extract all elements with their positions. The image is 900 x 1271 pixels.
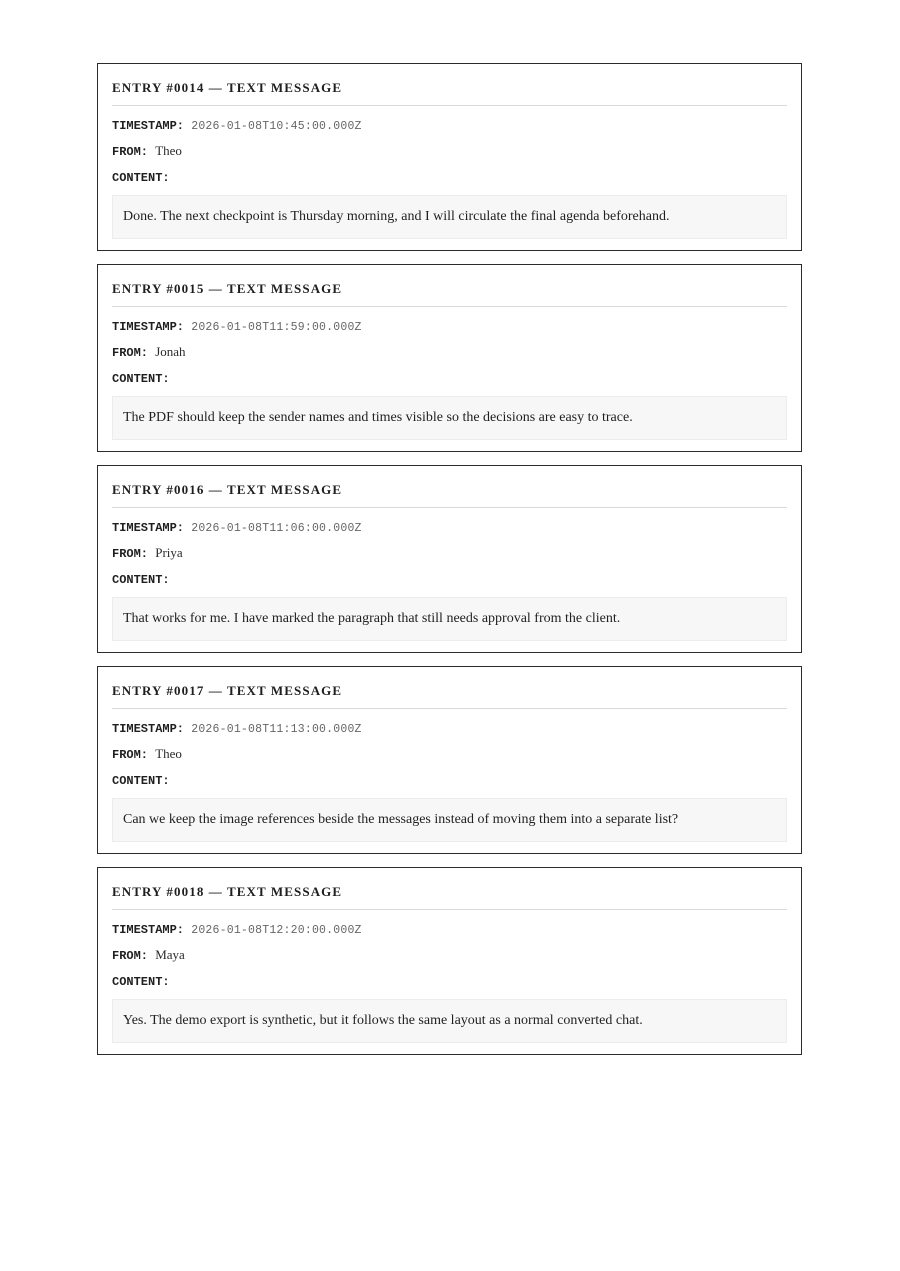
timestamp-value: 2026-01-08T10:45:00.000Z: [191, 120, 362, 133]
message-entry: [97, 465, 802, 653]
timestamp-value: 2026-01-08T11:06:00.000Z: [191, 522, 362, 535]
content-label: CONTENT:: [112, 573, 170, 587]
content-field: [112, 571, 787, 587]
timestamp-label: TIMESTAMP:: [112, 119, 192, 133]
content-field: [112, 169, 787, 185]
content-field: [112, 973, 787, 989]
message-content: Done. The next checkpoint is Thursday morning, and I will circulate the final agenda beforehand.: [112, 195, 787, 239]
timestamp-label: TIMESTAMP:: [112, 923, 192, 937]
chat-export-page: [97, 63, 802, 1068]
message-entry: [97, 63, 802, 251]
timestamp-field: [112, 117, 787, 133]
from-field: [112, 746, 787, 762]
entry-header: ENTRY #0016 — TEXT MESSAGE: [112, 482, 787, 508]
content-label: CONTENT:: [112, 171, 170, 185]
timestamp-value: 2026-01-08T11:59:00.000Z: [191, 321, 362, 334]
sender-name: Jonah: [155, 344, 186, 359]
message-entry: [97, 666, 802, 854]
message-entry: [97, 867, 802, 1055]
entry-header: ENTRY #0018 — TEXT MESSAGE: [112, 884, 787, 910]
message-content: The PDF should keep the sender names and times visible so the decisions are easy to trace.: [112, 396, 787, 440]
message-entry: [97, 264, 802, 452]
from-field: [112, 947, 787, 963]
content-label: CONTENT:: [112, 372, 170, 386]
timestamp-field: [112, 519, 787, 535]
from-field: [112, 143, 787, 159]
timestamp-label: TIMESTAMP:: [112, 722, 192, 736]
timestamp-label: TIMESTAMP:: [112, 320, 192, 334]
timestamp-field: [112, 318, 787, 334]
from-label: FROM:: [112, 949, 156, 963]
timestamp-field: [112, 720, 787, 736]
from-field: [112, 344, 787, 360]
message-content: That works for me. I have marked the paragraph that still needs approval from the client.: [112, 597, 787, 641]
content-field: [112, 370, 787, 386]
sender-name: Theo: [155, 746, 182, 761]
message-content: Yes. The demo export is synthetic, but it follows the same layout as a normal converted chat.: [112, 999, 787, 1043]
from-label: FROM:: [112, 748, 156, 762]
entry-header: ENTRY #0014 — TEXT MESSAGE: [112, 80, 787, 106]
timestamp-value: 2026-01-08T12:20:00.000Z: [191, 924, 362, 937]
entry-header: ENTRY #0015 — TEXT MESSAGE: [112, 281, 787, 307]
sender-name: Theo: [155, 143, 182, 158]
from-label: FROM:: [112, 346, 156, 360]
message-content: Can we keep the image references beside the messages instead of moving them into a separate list?: [112, 798, 787, 842]
from-field: [112, 545, 787, 561]
content-field: [112, 772, 787, 788]
sender-name: Priya: [155, 545, 183, 560]
content-label: CONTENT:: [112, 975, 170, 989]
from-label: FROM:: [112, 547, 156, 561]
timestamp-value: 2026-01-08T11:13:00.000Z: [191, 723, 362, 736]
sender-name: Maya: [155, 947, 185, 962]
entry-header: ENTRY #0017 — TEXT MESSAGE: [112, 683, 787, 709]
from-label: FROM:: [112, 145, 156, 159]
content-label: CONTENT:: [112, 774, 170, 788]
timestamp-label: TIMESTAMP:: [112, 521, 192, 535]
timestamp-field: [112, 921, 787, 937]
